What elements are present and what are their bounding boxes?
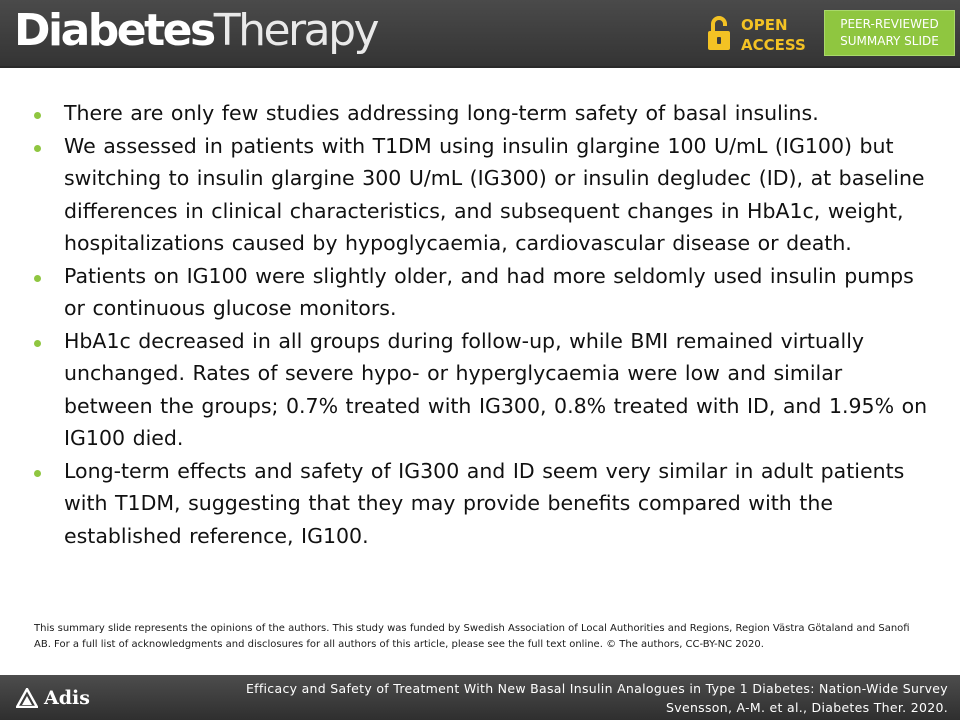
bullet-list xyxy=(0,97,960,552)
bullet-text: Patients on IG100 were slightly older, and had more seldomly used insulin pumps or continuous glucose monitors. xyxy=(64,263,914,320)
bullet-text: HbA1c decreased in all groups during follow-up, while BMI remained virtually unchanged. Rates of severe hypo- or hyperglycaemia were low and similar between the groups; 0.7% treated with IG300, 0.8% treated with ID, and 1.95% on IG100 died. xyxy=(64,328,928,450)
bullet-text: There are only few studies addressing long-term safety of basal insulins. xyxy=(64,101,819,125)
disclaimer-text: This summary slide represents the opinions of the authors. This study was funded by Swedish Association of Local Authorities and Regions, Region Västra Götaland and Sanofi AB. For a full list of acknowledgments and disclosures for all authors of this article, please see the full text online. © The authors, CC-BY-NC 2020. xyxy=(34,623,910,650)
article-title: Efficacy and Safety of Treatment With New Basal Insulin Analogues in Type 1 Diabetes: Nation-Wide Survey xyxy=(245,681,948,696)
open-lock-icon xyxy=(707,15,731,51)
peer-reviewed-badge xyxy=(824,10,955,56)
badge-line1: PEER-REVIEWED xyxy=(840,17,939,31)
open-access-line1: OPEN xyxy=(741,16,788,34)
footer-bar xyxy=(0,675,960,720)
open-access-line2: ACCESS xyxy=(741,36,806,54)
journal-logo xyxy=(14,4,377,58)
logo-part1: Diabetes xyxy=(14,5,214,56)
adis-logo-icon xyxy=(16,688,38,708)
bullet-text: We assessed in patients with T1DM using insulin glargine 100 U/mL (IG100) but switching to insulin glargine 300 U/mL (IG300) or insulin degludec (ID), at baseline differences in clinical characteristics, and subsequent changes in HbA1c, weight, hospitalizations caused by hypoglycaemia, cardiovascular disease or death. xyxy=(64,133,925,255)
bullet-item xyxy=(0,97,960,130)
bullet-text: Long-term effects and safety of IG300 and ID seem very similar in adult patients with T1DM, suggesting that they may provide benefits compared with the established reference, IG100. xyxy=(64,458,905,548)
bullet-item xyxy=(0,325,960,455)
badge-line2: SUMMARY SLIDE xyxy=(840,34,939,48)
bullet-dot-icon xyxy=(34,275,41,282)
bullet-item xyxy=(0,260,960,325)
bullet-dot-icon xyxy=(34,470,41,477)
bullet-item xyxy=(0,455,960,553)
bullet-dot-icon xyxy=(34,145,41,152)
bullet-dot-icon xyxy=(34,340,41,347)
article-reference xyxy=(246,679,948,717)
logo-part2: Therapy xyxy=(213,5,378,56)
article-citation: Svensson, A-M. et al., Diabetes Ther. 2020. xyxy=(666,700,948,715)
summary-content xyxy=(0,97,960,552)
publisher-name: Adis xyxy=(44,687,90,709)
bullet-item xyxy=(0,130,960,260)
open-access-label xyxy=(741,15,831,55)
bullet-dot-icon xyxy=(34,112,41,119)
header-bar xyxy=(0,0,960,68)
